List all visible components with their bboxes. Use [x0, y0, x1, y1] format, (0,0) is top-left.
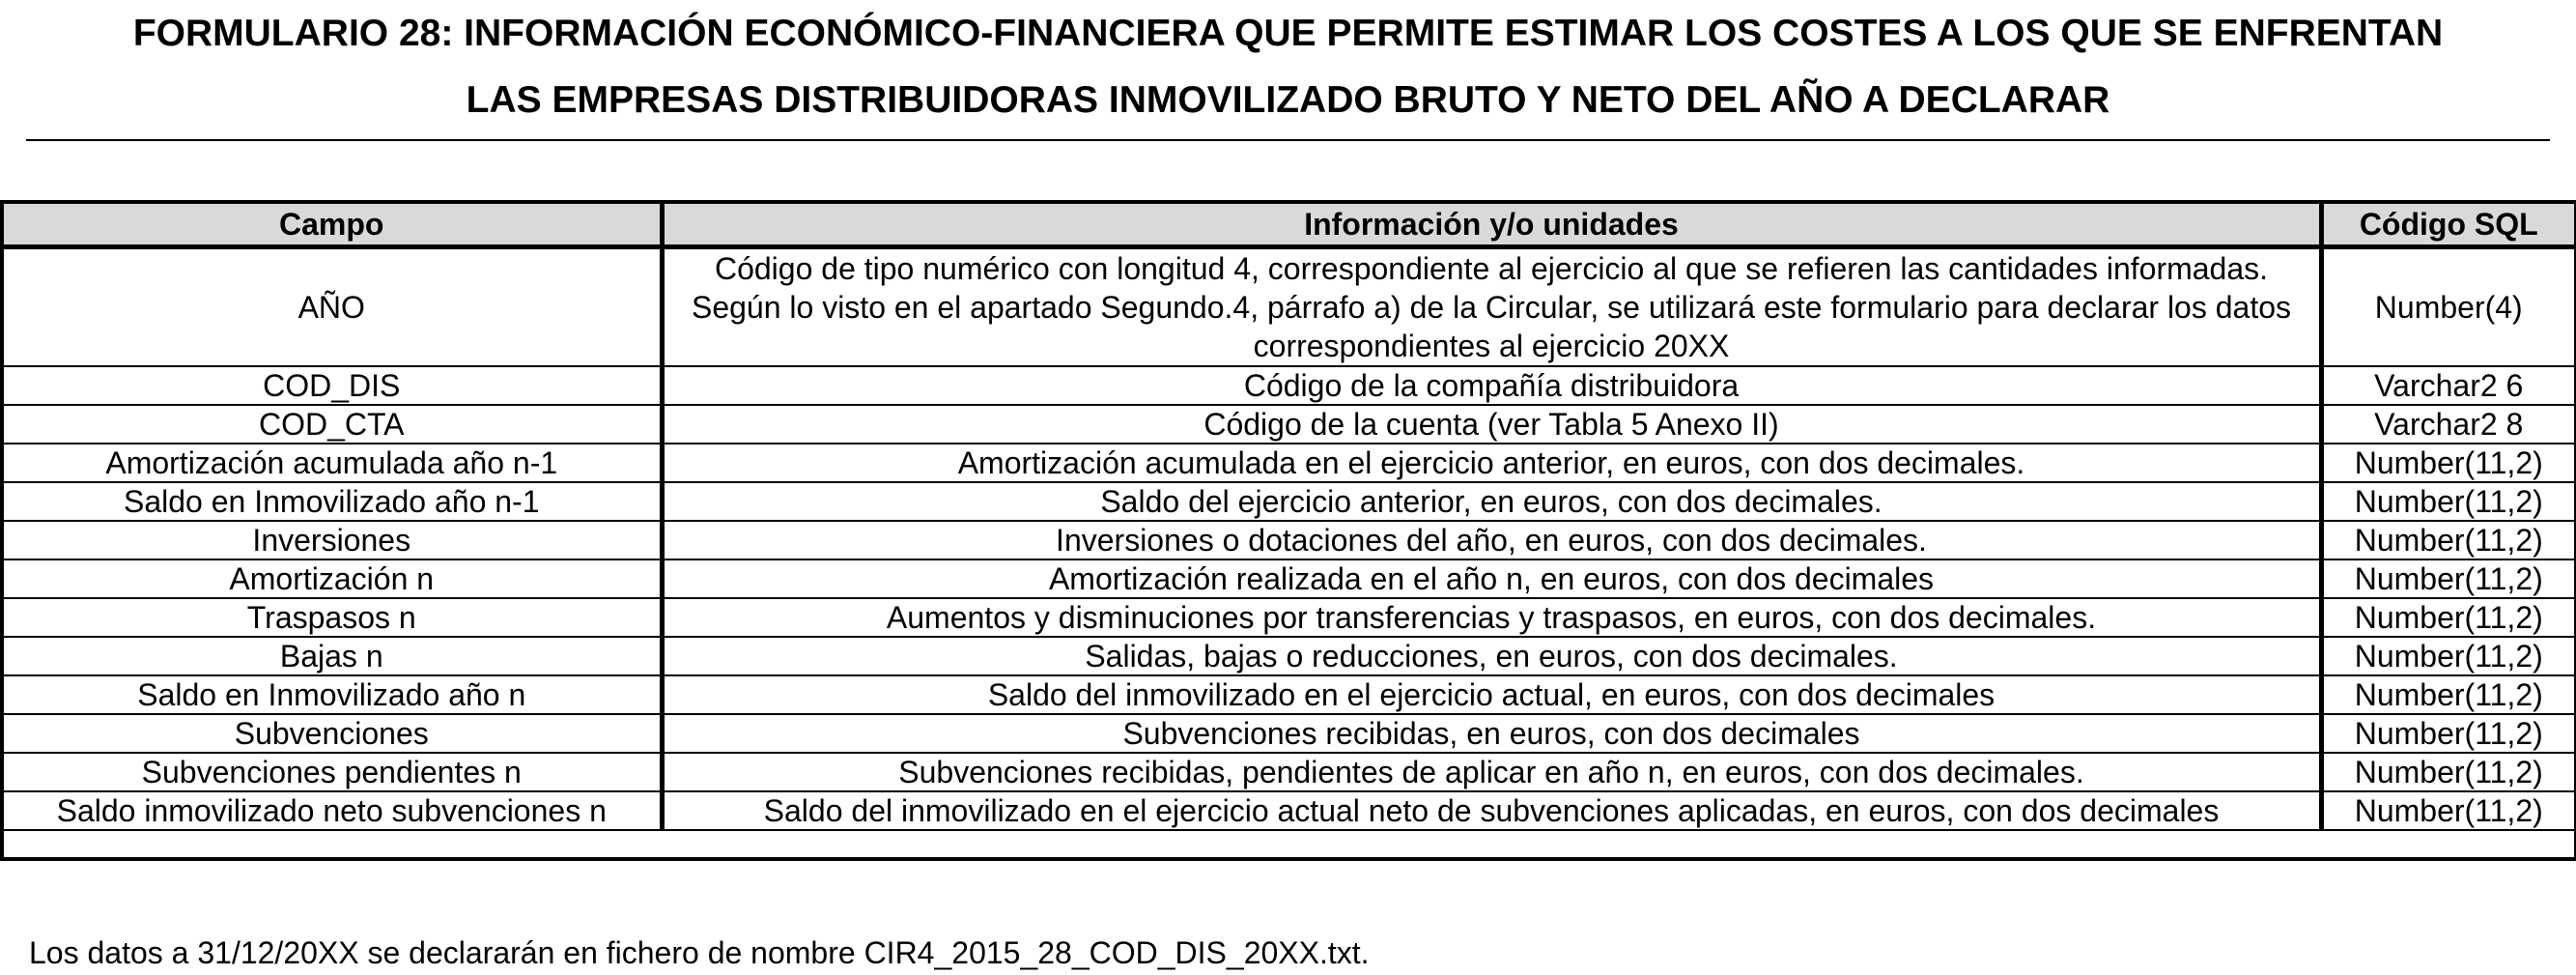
title-divider — [26, 139, 2550, 141]
table-row — [3, 559, 2575, 598]
cell-campo: Amortización acumulada año n-1 — [3, 444, 662, 482]
header-campo: Campo — [3, 203, 662, 247]
table-row — [3, 521, 2575, 559]
table-header-row — [3, 203, 2575, 247]
cell-info: Subvenciones recibidas, pendientes de aplicar en año n, en euros, con dos decimales. — [662, 753, 2321, 791]
cell-sql: Number(11,2) — [2321, 521, 2575, 559]
cell-info: Saldo del ejercicio anterior, en euros, con dos decimales. — [662, 482, 2321, 521]
document-title-line-1: FORMULARIO 28: INFORMACIÓN ECONÓMICO-FINANCIERA QUE PERMITE ESTIMAR LOS COSTES A LOS QUE SE ENFRENTAN — [132, 13, 2444, 54]
footnote: Los datos a 31/12/20XX se declararán en fichero de nombre CIR4_2015_28_COD_DIS_20XX.txt. — [29, 935, 1370, 970]
cell-campo: Amortización n — [3, 559, 662, 598]
cell-sql: Number(11,2) — [2321, 753, 2575, 791]
cell-info: Inversiones o dotaciones del año, en euros, con dos decimales. — [662, 521, 2321, 559]
cell-info: Amortización realizada en el año n, en euros, con dos decimales — [662, 559, 2321, 598]
table-row — [3, 753, 2575, 791]
cell-info: Aumentos y disminuciones por transferencias y traspasos, en euros, con dos decimales. — [662, 598, 2321, 637]
cell-sql: Number(11,2) — [2321, 675, 2575, 714]
cell-campo: Saldo en Inmovilizado año n — [3, 675, 662, 714]
table-row — [3, 247, 2575, 367]
cell-info: Salidas, bajas o reducciones, en euros, con dos decimales. — [662, 637, 2321, 675]
cell-campo: Traspasos n — [3, 598, 662, 637]
cell-sql: Number(11,2) — [2321, 598, 2575, 637]
header-info: Información y/o unidades — [662, 203, 2321, 247]
table-row — [3, 714, 2575, 753]
cell-sql: Number(11,2) — [2321, 637, 2575, 675]
cell-info: Código de la compañía distribuidora — [662, 366, 2321, 405]
table-row — [3, 791, 2575, 830]
cell-campo: AÑO — [3, 247, 662, 367]
header-sql: Código SQL — [2321, 203, 2575, 247]
cell-info: Saldo del inmovilizado en el ejercicio actual, en euros, con dos decimales — [662, 675, 2321, 714]
cell-sql: Number(4) — [2321, 247, 2575, 367]
cell-sql: Number(11,2) — [2321, 444, 2575, 482]
cell-campo: Subvenciones pendientes n — [3, 753, 662, 791]
cell-campo: Saldo en Inmovilizado año n-1 — [3, 482, 662, 521]
cell-campo: Inversiones — [3, 521, 662, 559]
cell-sql: Varchar2 6 — [2321, 366, 2575, 405]
document-title — [0, 0, 2576, 133]
table-row — [3, 637, 2575, 675]
cell-campo: Saldo inmovilizado neto subvenciones n — [3, 791, 662, 830]
cell-campo: Bajas n — [3, 637, 662, 675]
cell-sql: Number(11,2) — [2321, 559, 2575, 598]
cell-info: Amortización acumulada en el ejercicio anterior, en euros, con dos decimales. — [662, 444, 2321, 482]
cell-campo: COD_DIS — [3, 366, 662, 405]
cell-info: Saldo del inmovilizado en el ejercicio actual neto de subvenciones aplicadas, en euros, con dos decimales — [662, 791, 2321, 830]
table-row — [3, 598, 2575, 637]
document-title-line-2: LAS EMPRESAS DISTRIBUIDORAS INMOVILIZADO BRUTO Y NETO DEL AÑO A DECLARAR — [466, 79, 2110, 121]
table-row — [3, 482, 2575, 521]
table-row — [3, 405, 2575, 444]
cell-sql: Number(11,2) — [2321, 482, 2575, 521]
table-row — [3, 675, 2575, 714]
cell-campo: Subvenciones — [3, 714, 662, 753]
cell-sql: Number(11,2) — [2321, 714, 2575, 753]
cell-info: Subvenciones recibidas, en euros, con dos decimales — [662, 714, 2321, 753]
table-row — [3, 366, 2575, 405]
cell-sql: Number(11,2) — [2321, 791, 2575, 830]
field-spec-table — [2, 202, 2576, 831]
table-row — [3, 444, 2575, 482]
cell-sql: Varchar2 8 — [2321, 405, 2575, 444]
cell-info: Código de la cuenta (ver Tabla 5 Anexo II) — [662, 405, 2321, 444]
cell-campo: COD_CTA — [3, 405, 662, 444]
cell-info: Código de tipo numérico con longitud 4, correspondiente al ejercicio al que se refieren las cantidades informadas. Según lo visto en el apartado Segundo.4, párrafo a) de la Circular, se utilizará este formulario para declarar los datos correspondientes al ejercicio 20XX — [662, 247, 2321, 367]
